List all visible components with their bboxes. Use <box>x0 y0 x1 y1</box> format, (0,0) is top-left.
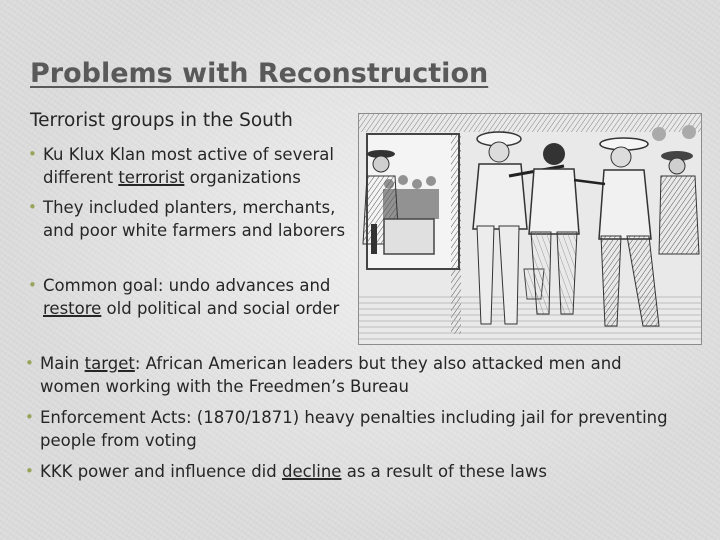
bullet-emphasis: decline <box>281 462 342 481</box>
bullet-text: old political and social order <box>101 299 340 318</box>
bullet-list-item <box>28 274 353 320</box>
bullet-marker-icon: • <box>28 145 37 163</box>
bullet-text: organizations <box>184 168 301 187</box>
bullet-text: Common goal: undo advances and <box>43 276 331 295</box>
bullet-text: KKK power and influence did <box>40 462 282 481</box>
bullet-text: Main <box>40 354 85 373</box>
bullet-emphasis: terrorist <box>118 168 185 187</box>
bullet-list-item <box>25 406 700 452</box>
bullet-marker-icon: • <box>28 198 37 216</box>
slide-subtitle: Terrorist groups in the South <box>30 110 293 131</box>
bullet-text: : African American leaders but they also attacked men and women working with the Freedmen’s Bureau <box>40 354 622 396</box>
engraving-image <box>359 114 701 344</box>
bullet-marker-icon: • <box>25 408 34 426</box>
bullet-emphasis: restore <box>43 299 102 318</box>
bullet-text: Ku Klux Klan most active of several different <box>43 145 334 187</box>
slide-title: Problems with Reconstruction <box>30 58 489 89</box>
bullet-text: They included planters, merchants, and poor white farmers and laborers <box>43 198 346 240</box>
bullet-emphasis: target <box>84 354 135 373</box>
bullet-marker-icon: • <box>28 276 37 294</box>
bullet-marker-icon: • <box>25 462 34 480</box>
bullet-marker-icon: • <box>25 354 34 372</box>
bullet-text: as a result of these laws <box>341 462 547 481</box>
bullet-text: Enforcement Acts: (1870/1871) heavy penalties including jail for preventing people from voting <box>40 408 668 450</box>
engraving-illustration <box>358 113 702 345</box>
bullet-list-item <box>25 460 700 483</box>
bullet-list-item <box>25 352 670 398</box>
bullet-list-item <box>28 196 353 242</box>
bullet-list-item <box>28 143 353 189</box>
